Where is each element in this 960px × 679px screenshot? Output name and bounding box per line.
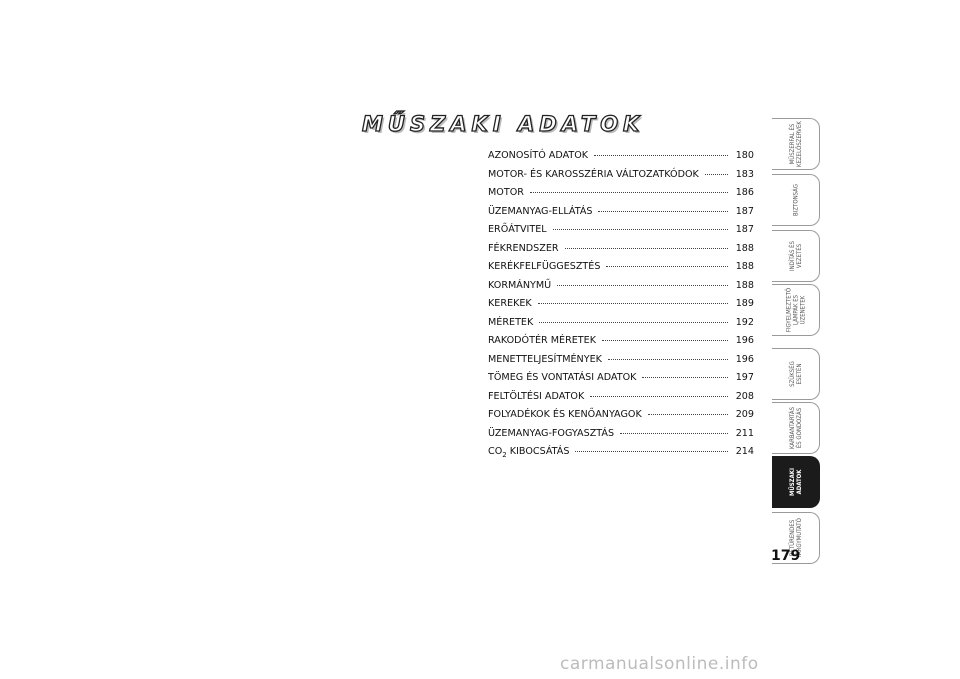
chapter-tab[interactable] xyxy=(772,284,820,336)
toc-entry[interactable] xyxy=(488,150,754,169)
toc-entry[interactable] xyxy=(488,206,754,225)
toc-entry[interactable] xyxy=(488,372,754,391)
toc-entry-page: 197 xyxy=(735,372,754,383)
toc-entry-label: RAKODÓTÉR MÉRETEK xyxy=(488,335,597,346)
dot-leader xyxy=(648,414,728,415)
toc-entry[interactable] xyxy=(488,298,754,317)
toc-entry-page: 189 xyxy=(735,298,754,309)
chapter-tab-label: SZÜKSÉG ESETÉN xyxy=(788,361,803,387)
toc-entry-label: MOTOR- ÉS KAROSSZÉRIA VÁLTOZATKÓDOK xyxy=(488,168,699,180)
toc-entry[interactable] xyxy=(488,428,754,447)
toc-entry-page: 186 xyxy=(735,187,754,198)
toc-entry-label: ÜZEMANYAG-FOGYASZTÁS xyxy=(488,427,615,439)
toc-entry[interactable] xyxy=(488,446,754,465)
toc-entry[interactable] xyxy=(488,280,754,299)
toc-entry-page: 214 xyxy=(735,446,754,457)
toc-entry-label: $CO_2$ KIBOCSÁTÁS xyxy=(488,446,570,459)
toc-entry[interactable] xyxy=(488,409,754,428)
dot-leader xyxy=(530,192,728,193)
dot-leader xyxy=(608,359,728,360)
dot-leader xyxy=(594,155,728,156)
chapter-tab-label: KARBANTARTÁS ÉS GONDOZÁS xyxy=(788,406,803,450)
toc-entry-page: 209 xyxy=(735,409,754,420)
chapter-tab-label: BIZTONSÁG xyxy=(792,184,799,216)
chapter-tab[interactable] xyxy=(772,118,820,170)
toc-entry-label: FELTÖLTÉSI ADATOK xyxy=(488,390,585,402)
toc-entry[interactable] xyxy=(488,169,754,188)
toc-entry-page: 187 xyxy=(735,205,754,217)
chapter-tab[interactable] xyxy=(772,174,820,226)
toc-entry-label: ÜZEMANYAG-ELLÁTÁS xyxy=(488,205,593,217)
toc-entry[interactable] xyxy=(488,391,754,410)
dot-leader xyxy=(602,340,728,341)
chapter-tab[interactable] xyxy=(772,230,820,282)
toc-entry-label: AZONOSÍTÓ ADATOK xyxy=(488,150,589,161)
toc-entry[interactable] xyxy=(488,335,754,354)
chapter-tab[interactable] xyxy=(772,348,820,400)
toc-entry-label: MÉRETEK xyxy=(488,316,534,328)
dot-leader xyxy=(705,174,728,175)
toc-entry[interactable] xyxy=(488,243,754,262)
toc-entry-page: 211 xyxy=(735,427,754,439)
toc-entry-page: 192 xyxy=(735,316,754,328)
toc-entry-label: KEREKEK xyxy=(488,298,532,309)
dot-leader xyxy=(557,285,728,286)
toc-entry-label: KORMÁNYMŰ xyxy=(488,279,552,291)
toc-entry-label: ERŐÁTVITEL xyxy=(488,224,547,235)
toc-entry-page: 188 xyxy=(735,242,754,254)
toc-entry[interactable] xyxy=(488,354,754,373)
toc-entry-label: KERÉKFELFÜGGESZTÉS xyxy=(488,261,601,272)
dot-leader xyxy=(553,229,728,230)
section-title: MŰSZAKI ADATOK xyxy=(362,112,645,136)
toc-entry-page: 187 xyxy=(735,224,754,235)
toc-entry[interactable] xyxy=(488,187,754,206)
page-number: 179 xyxy=(771,548,801,564)
toc-entry-page: 196 xyxy=(735,335,754,346)
toc-entry-label: FÉKRENDSZER xyxy=(488,242,559,254)
dot-leader xyxy=(620,433,728,434)
toc-entry-page: 196 xyxy=(735,353,754,365)
toc-entry[interactable] xyxy=(488,224,754,243)
toc-entry-page: 208 xyxy=(735,390,754,402)
chapter-tab[interactable] xyxy=(772,456,820,508)
toc-entry[interactable] xyxy=(488,261,754,280)
dot-leader xyxy=(598,211,728,212)
chapter-tab-label: MŰSZERFAL ÉS KEZELŐSZERVEK xyxy=(788,121,803,167)
toc-entry-page: 183 xyxy=(735,168,754,180)
table-of-contents xyxy=(488,150,754,465)
dot-leader xyxy=(565,248,728,249)
toc-entry-label: FOLYADÉKOK ÉS KENŐANYAGOK xyxy=(488,409,642,420)
toc-entry-page: 188 xyxy=(735,261,754,272)
dot-leader xyxy=(575,451,728,452)
toc-entry[interactable] xyxy=(488,317,754,336)
chapter-tab-label: BETŰRENDES TÁRGYMUTATÓ xyxy=(788,518,803,558)
chapter-tab-label: INDÍTÁS ÉS VEZETÉS xyxy=(788,241,803,271)
watermark: carmanualsonline.info xyxy=(560,654,759,674)
dot-leader xyxy=(590,396,728,397)
dot-leader xyxy=(606,266,728,267)
toc-entry-page: 188 xyxy=(735,279,754,291)
chapter-tab[interactable] xyxy=(772,402,820,454)
chapter-tab-label: MŰSZAKI ADATOK xyxy=(788,468,803,496)
dot-leader xyxy=(642,377,728,378)
toc-entry-label: MOTOR xyxy=(488,187,524,198)
toc-entry-page: 180 xyxy=(735,150,754,161)
dot-leader xyxy=(538,303,728,304)
dot-leader xyxy=(539,322,728,323)
toc-entry-label: MENETTELJESÍTMÉNYEK xyxy=(488,353,602,365)
toc-entry-label: TÖMEG ÉS VONTATÁSI ADATOK xyxy=(488,372,637,383)
chapter-tab-label: FIGYELMEZTETŐ LÁMPÁK ÉS ÜZENETEK xyxy=(785,287,806,333)
